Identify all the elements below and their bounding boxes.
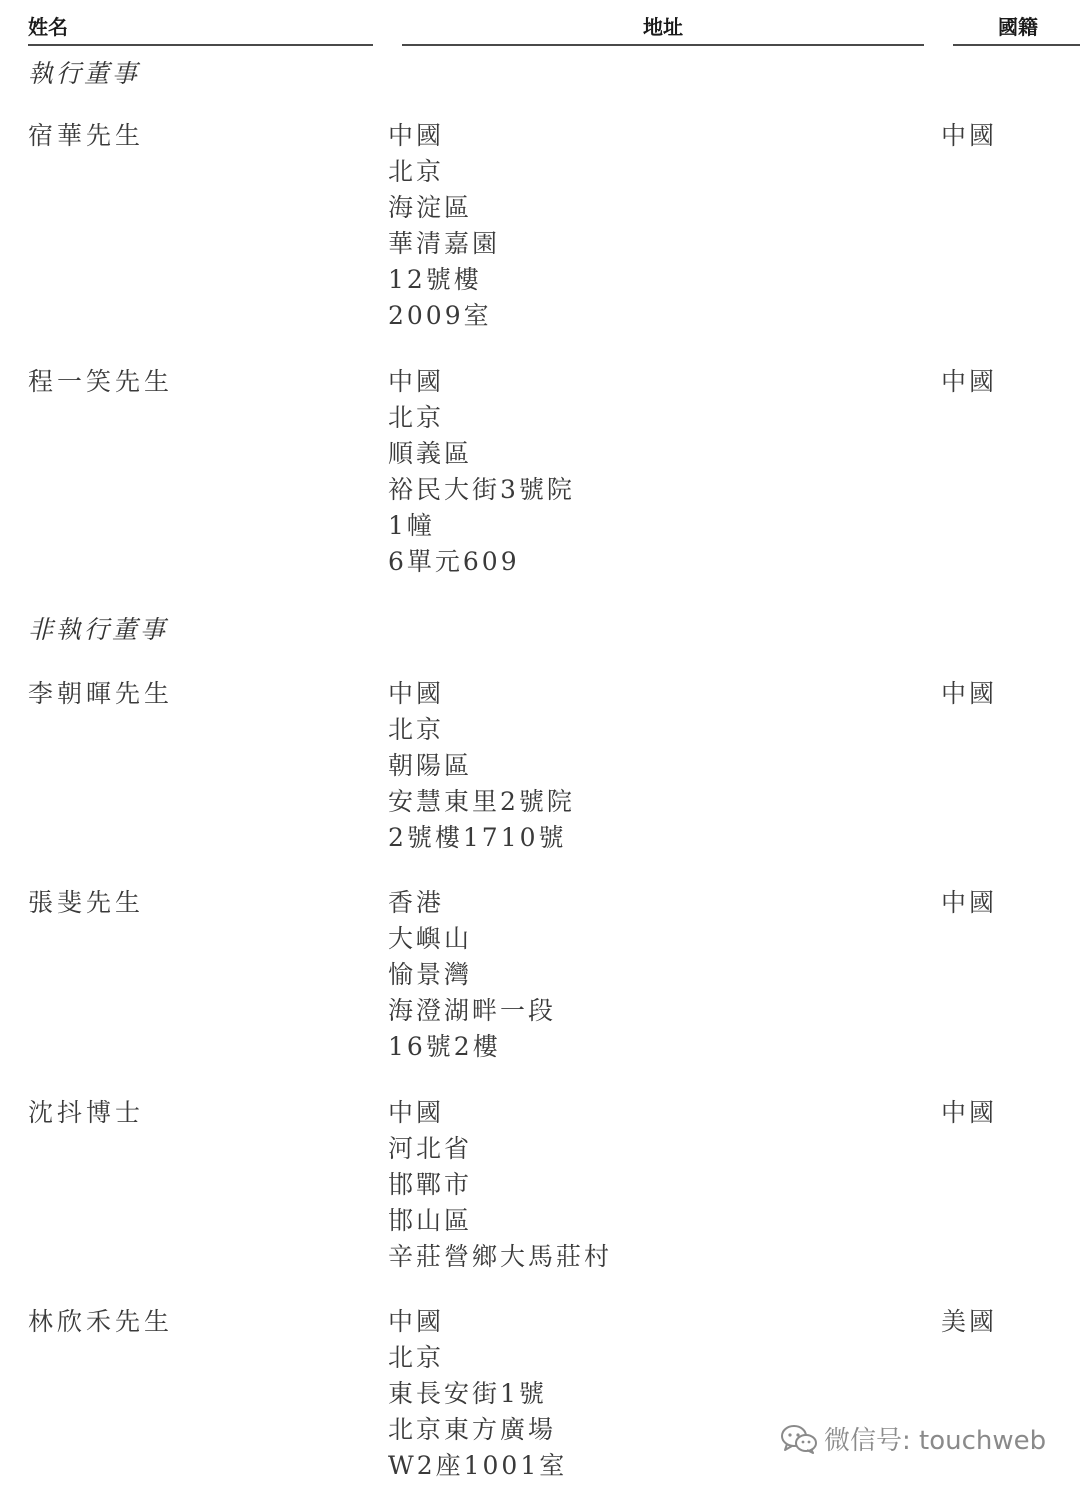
address-line: 中國 <box>388 367 445 396</box>
address-line: 16號2樓 <box>388 1032 501 1061</box>
address-line: 朝陽區 <box>388 751 473 780</box>
address-line: 華清嘉園 <box>388 229 501 258</box>
address-line: 香港 <box>388 888 445 917</box>
address-line: 北京 <box>388 157 445 186</box>
director-nationality: 中國 <box>941 888 998 917</box>
director-address <box>388 1095 612 1275</box>
address-line: 北京 <box>388 1343 445 1372</box>
director-name: 程一笑先生 <box>28 367 174 396</box>
director-address <box>388 118 500 334</box>
section-title-non-executive-directors: 非執行董事 <box>28 615 169 644</box>
address-line: 6單元609 <box>388 547 520 576</box>
address-line: 12號樓 <box>388 265 482 294</box>
address-line: 中國 <box>388 1098 445 1127</box>
director-nationality: 中國 <box>941 367 998 396</box>
director-nationality: 中國 <box>941 679 998 708</box>
address-line: 愉景灣 <box>388 960 473 989</box>
wechat-icon <box>780 1424 818 1454</box>
wechat-watermark <box>780 1420 1046 1457</box>
director-nationality: 中國 <box>941 121 998 150</box>
director-name: 張斐先生 <box>28 888 145 917</box>
address-line: 中國 <box>388 679 445 708</box>
address-line: 順義區 <box>388 439 473 468</box>
column-header-name: 姓名 <box>28 14 373 46</box>
address-line: 中國 <box>388 121 445 150</box>
watermark-text: 微信号: touchweb <box>824 1426 1047 1456</box>
director-name: 李朝暉先生 <box>28 679 174 708</box>
address-line: 1幢 <box>388 511 435 540</box>
director-name: 沈抖博士 <box>28 1098 145 1127</box>
address-line: 中國 <box>388 1307 445 1336</box>
address-line: 北京 <box>388 403 445 432</box>
address-line: 北京東方廣場 <box>388 1415 557 1444</box>
address-line: 安慧東里2號院 <box>388 787 575 816</box>
address-line: W2座1001室 <box>388 1451 568 1480</box>
address-line: 東長安街1號 <box>388 1379 547 1408</box>
address-line: 辛莊營鄉大馬莊村 <box>388 1242 613 1271</box>
address-line: 大嶼山 <box>388 924 473 953</box>
director-address <box>388 1304 567 1484</box>
address-line: 海淀區 <box>388 193 473 222</box>
address-line: 邯鄲市 <box>388 1170 473 1199</box>
address-line: 2009室 <box>388 301 492 330</box>
director-address <box>388 885 556 1065</box>
address-line: 河北省 <box>388 1134 473 1163</box>
director-name: 林欣禾先生 <box>28 1307 174 1336</box>
director-nationality: 中國 <box>941 1098 998 1127</box>
director-nationality: 美國 <box>941 1307 998 1336</box>
column-header-address: 地址 <box>402 14 924 46</box>
address-line: 裕民大街3號院 <box>388 475 575 504</box>
address-line: 海澄湖畔一段 <box>388 996 557 1025</box>
director-name: 宿華先生 <box>28 121 145 150</box>
address-line: 北京 <box>388 715 445 744</box>
address-line: 2號樓1710號 <box>388 823 567 852</box>
director-address <box>388 676 575 856</box>
column-header-nationality: 國籍 <box>953 14 1080 46</box>
address-line: 邯山區 <box>388 1206 473 1235</box>
director-address <box>388 364 575 580</box>
section-title-executive-directors: 執行董事 <box>28 59 141 88</box>
